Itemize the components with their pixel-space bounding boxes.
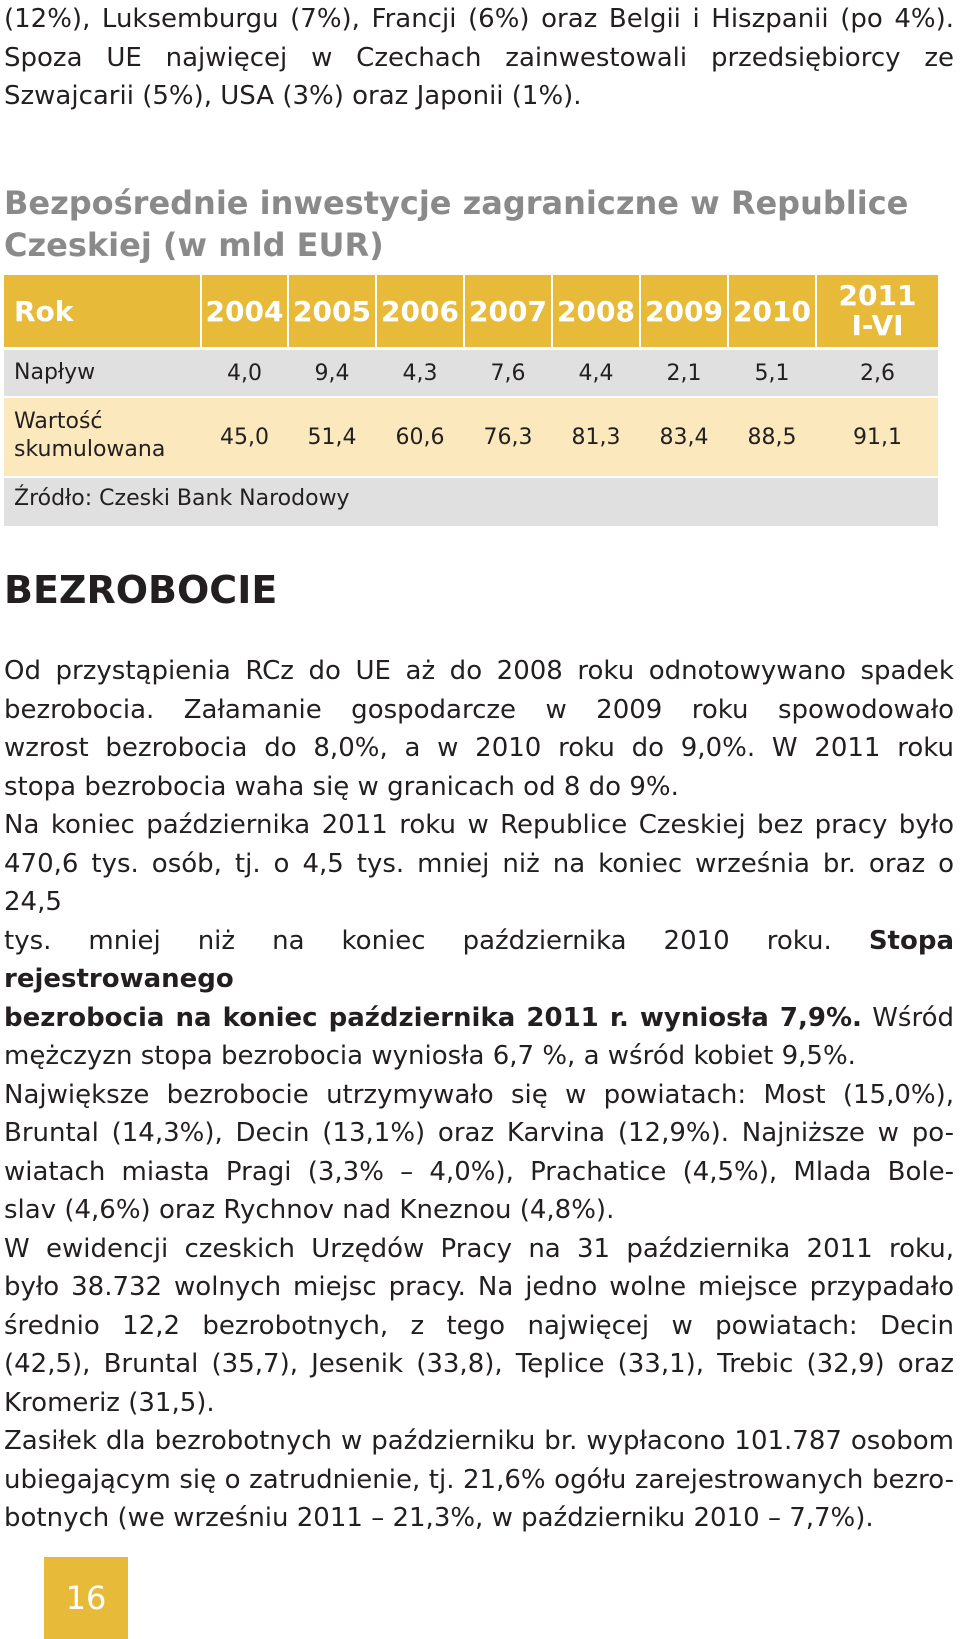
section-heading: BEZROBOCIE — [4, 568, 278, 612]
body-line: bezrobocia. Załamanie gospodarcze w 2009 roku spowodowało — [4, 694, 954, 725]
header-rok: Rok — [14, 294, 74, 328]
table-title — [4, 182, 908, 266]
header-year-2011 — [817, 275, 938, 347]
table-row-naplyw — [4, 350, 938, 396]
table-cell: 88,5 — [747, 424, 797, 450]
body-line: Zasiłek dla bezrobotnych w październiku br. wypłacono 101.787 osobom — [4, 1426, 954, 1456]
body-line: botnych (we wrześniu 2011 – 21,3%, w październiku 2010 – 7,7%). — [4, 1503, 874, 1533]
table-cell: 60,6 — [395, 424, 445, 450]
table-cell: 83,4 — [659, 424, 709, 450]
table-source-row — [4, 478, 938, 526]
body-line: wiatach miasta Pragi (3,3% – 4,0%), Prachatice (4,5%), Mlada Bole- — [4, 1156, 954, 1187]
table-cell: 51,4 — [307, 424, 357, 450]
body-line: Na koniec października 2011 roku w Republice Czeskiej bez pracy było — [4, 810, 954, 840]
body-text: Wśród — [872, 1002, 955, 1033]
page-number: 16 — [44, 1557, 128, 1639]
row-label — [14, 408, 165, 464]
table-cell: 4,0 — [227, 360, 262, 386]
table-cell: 4,3 — [402, 360, 438, 386]
table-cell: 76,3 — [483, 424, 533, 450]
body-line: stopa bezrobocia waha się w granicach od 8 do 9%. — [4, 771, 679, 802]
body-paragraphs — [4, 652, 954, 1538]
table-cell: 2,6 — [860, 360, 895, 386]
body-line: średnio 12,2 bezrobotnych, z tego najwięcej w powiatach: Decin — [4, 1310, 954, 1341]
table-cell: 5,1 — [754, 360, 790, 386]
table-row-wartosc — [4, 398, 938, 476]
body-line: było 38.732 wolnych miejsc pracy. Na jedno wolne miejsce przypadało — [4, 1272, 954, 1302]
intro-line: (12%), Luksemburgu (7%), Francji (6%) oraz Belgii i Hiszpanii (po 4%). — [4, 4, 954, 34]
body-line: slav (4,6%) oraz Rychnov nad Kneznou (4,8%). — [4, 1195, 615, 1225]
header-year: 2008 — [557, 294, 635, 328]
row-label-line: Wartość — [14, 409, 103, 434]
row-label: Napływ — [14, 360, 96, 385]
table-cell: 45,0 — [220, 424, 269, 450]
header-year: 2006 — [381, 294, 459, 328]
intro-line: Spoza UE najwięcej w Czechach zainwestowali przedsiębiorcy ze — [4, 42, 954, 73]
table-cell: 81,3 — [571, 424, 621, 450]
table-header-row — [4, 275, 938, 347]
body-line: Od przystąpienia RCz do UE aż do 2008 roku odnotowywano spadek — [4, 656, 954, 686]
table-cell: 91,1 — [853, 424, 902, 450]
body-line: W ewidencji czeskich Urzędów Pracy na 31 października 2011 roku, — [4, 1233, 954, 1264]
table-cell: 4,4 — [578, 360, 614, 386]
table-title-line: Czeskiej (w mld EUR) — [4, 226, 384, 264]
body-text: tys. mniej niż na koniec października 2010 roku. — [4, 925, 832, 956]
body-bold-text: bezrobocia na koniec października 2011 r. wyniosła 7,9%. — [4, 1002, 862, 1033]
table-cell: 9,4 — [314, 360, 350, 386]
header-year: 2004 — [205, 294, 284, 328]
header-year: 2007 — [469, 294, 547, 328]
body-bold-text: Stopa rejestrowanego — [4, 925, 955, 994]
row-label-line: skumulowana — [14, 437, 166, 462]
body-line: Kromeriz (31,5). — [4, 1387, 215, 1418]
body-line: mężczyzn stopa bezrobocia wyniosła 6,7 %, a wśród kobiet 9,5%. — [4, 1041, 856, 1071]
body-line — [4, 922, 954, 999]
header-year: 2009 — [645, 294, 723, 328]
body-line: Bruntal (14,3%), Decin (13,1%) oraz Karvina (12,9%). Najniższe w po- — [4, 1118, 954, 1148]
body-line — [4, 999, 954, 1038]
intro-paragraph — [4, 0, 954, 116]
header-year-2011-line2: I-VI — [851, 309, 904, 342]
header-year: 2010 — [733, 294, 811, 328]
body-line: (42,5), Bruntal (35,7), Jesenik (33,8), Teplice (33,1), Trebic (32,9) oraz — [4, 1349, 954, 1379]
body-line: Największe bezrobocie utrzymywało się w powiatach: Most (15,0%), — [4, 1079, 954, 1110]
body-line: wzrost bezrobocia do 8,0%, a w 2010 roku do 9,0%. W 2011 roku — [4, 733, 954, 763]
table-title-line: Bezpośrednie inwestycje zagraniczne w Republice — [4, 184, 909, 222]
intro-line: Szwajcarii (5%), USA (3%) oraz Japonii (1%). — [4, 81, 582, 111]
header-year: 2005 — [293, 294, 371, 328]
table-source: Źródło: Czeski Bank Narodowy — [14, 486, 350, 511]
table-cell: 2,1 — [666, 360, 702, 386]
table-cell: 7,6 — [490, 360, 526, 386]
body-line: ubiegającym się o zatrudnienie, tj. 21,6% ogółu zarejestrowanych bezro- — [4, 1464, 954, 1495]
header-year-2011-line1: 2011 — [838, 279, 917, 312]
body-line: 470,6 tys. osób, tj. o 4,5 tys. mniej niż na koniec września br. oraz o 24,5 — [4, 848, 954, 917]
